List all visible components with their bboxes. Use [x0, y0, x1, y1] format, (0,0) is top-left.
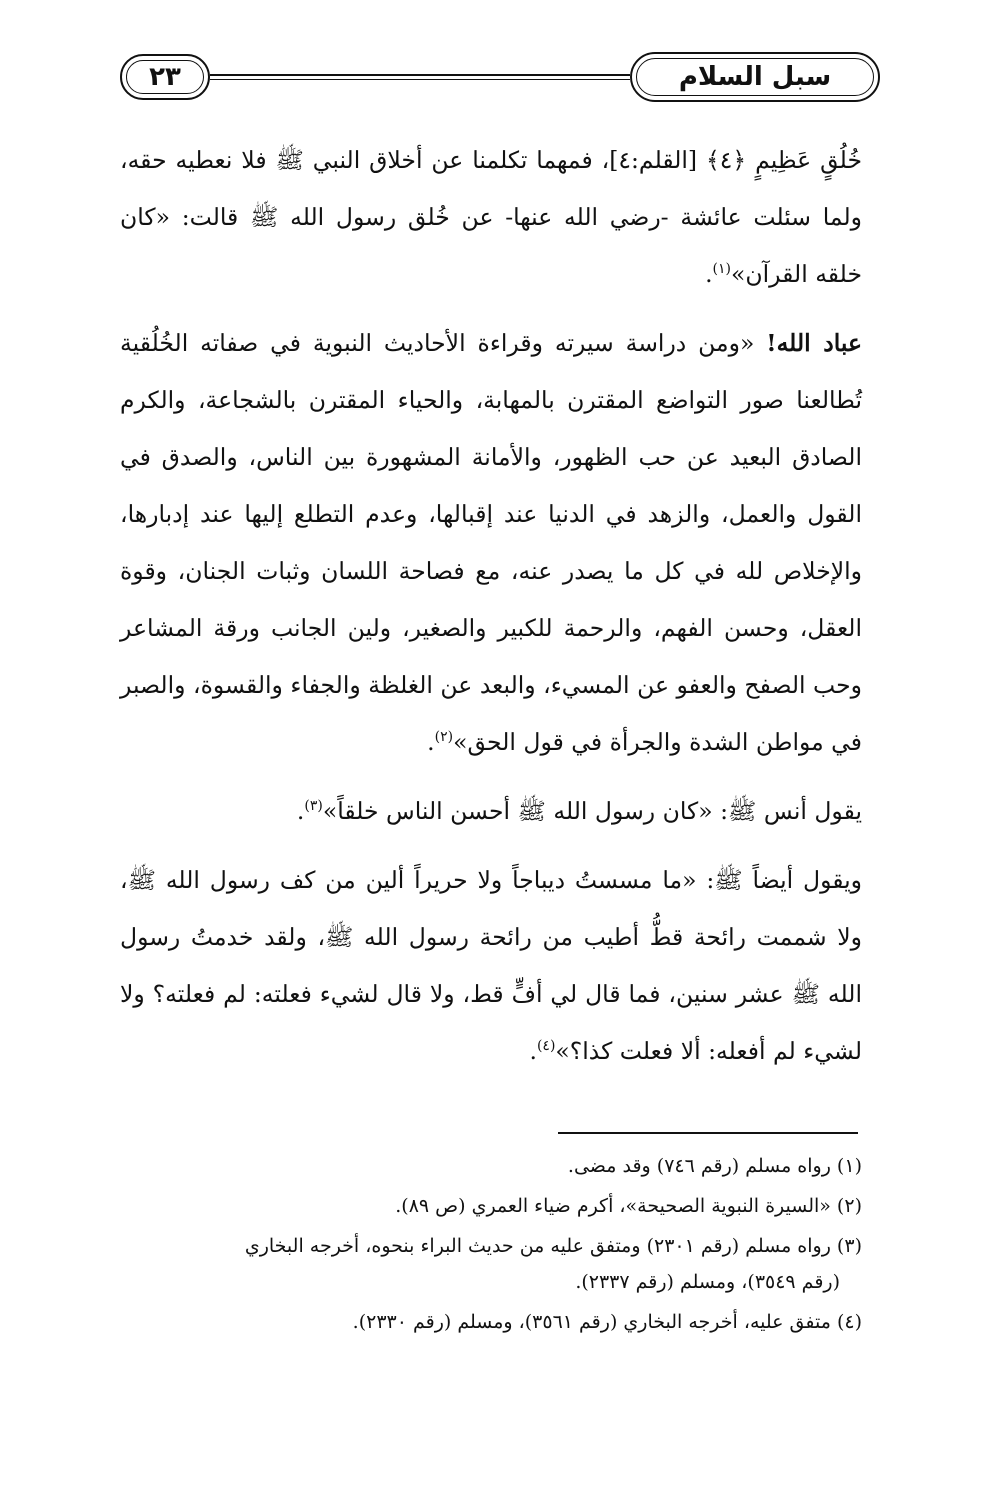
paragraph-4: ويقول أيضاً ﷺ: «ما مسستُ ديباجاً ولا حريراً ألين من كف رسول الله ﷺ، ولا شممت رائحة قطُّ أطيب من رائحة رسول الله ﷺ، ولقد خدمتُ رسول الله ﷺ عشر سنين، فما قال لي أفٍّ قط، ولا قال لشيء فعلته: لم فعلته؟ ولا لشيء لم أفعله: ألا فعلت كذا؟»$^{(٤)}$.	[120, 866, 862, 1065]
page-title: سبل السلام	[678, 62, 832, 92]
footnote-1: (١) رواه مسلم (رقم ٧٤٦) وقد مضى.	[567, 1155, 862, 1177]
page-header	[120, 48, 880, 108]
footnote-3	[120, 1228, 862, 1300]
footnotes	[120, 1148, 862, 1344]
footnote-continuation: (رقم ٣٥٤٩)، ومسلم (رقم ٢٣٣٧).	[575, 1271, 840, 1293]
page-number: ٢٣	[149, 62, 181, 92]
paragraph-text: يقول أنس ﷺ: «كان رسول الله ﷺ أحسن الناس خلقاً»	[322, 797, 862, 825]
paragraph-1: خُلُقٍ عَظِيمٍ ﴿٤﴾ [القلم:٤]، فمهما تكلمنا عن أخلاق النبي ﷺ فلا نعطيه حقه، ولما سئلت عائشة -رضي الله عنها- عن خُلق رسول الله ﷺ قالت: «كان خلقه القرآن»$^{(١)}$.	[120, 146, 862, 288]
header-rule	[210, 79, 630, 80]
paragraph-lead: عباد الله!	[766, 329, 862, 357]
footnote-ref: (١)	[712, 261, 732, 278]
header-rule	[210, 74, 630, 76]
page-number-frame	[120, 54, 210, 100]
footnote-ref: (٤)	[536, 1038, 556, 1055]
paragraph-text: ويقول أيضاً ﷺ: «ما مسستُ ديباجاً ولا حريراً ألين من كف رسول الله ﷺ، ولا شممت رائحة قطُّ أطيب من رائحة رسول الله ﷺ، ولقد خدمتُ رسول الله ﷺ عشر سنين، فما قال لي أفٍّ قط، ولا قال لشيء فعلته: لم فعلته؟ ولا لشيء لم أفعله: ألا فعلت كذا؟»	[120, 866, 862, 1065]
paragraph-text: خُلُقٍ عَظِيمٍ ﴿٤﴾ [القلم:٤]، فمهما تكلمنا عن أخلاق النبي ﷺ فلا نعطيه حقه، ولما سئلت عائشة -رضي الله عنها- عن خُلق رسول الله ﷺ قالت: «كان خلقه القرآن»	[120, 146, 862, 288]
footnote-2: (٢) «السيرة النبوية الصحيحة»، أكرم ضياء العمري (ص ٨٩).	[395, 1195, 862, 1217]
paragraph-2: عباد الله! «ومن دراسة سيرته وقراءة الأحاديث النبوية في صفاته الخُلُقية تُطالعنا صور التواضع المقترن بالمهابة، والحياء المقترن بالشجاعة، والكرم الصادق البعيد عن حب الظهور، والأمانة المشهورة بين الناس، والصدق في القول والعمل، والزهد في الدنيا عند إقبالها، وعدم التطلع إليها عند إدبارها، والإخلاص لله في كل ما يصدر عنه، مع فصاحة اللسان وثبات الجنان، وقوة العقل، وحسن الفهم، والرحمة للكبير والصغير، ولين الجانب ورقة المشاعر وحب الصفح والعفو عن المسيء، والبعد عن الغلظة والجفاء والقسوة، والصبر في مواطن الشدة والجرأة في قول الحق»$^{(٢)}$.	[120, 329, 862, 756]
footnote-4: (٤) متفق عليه، أخرجه البخاري (رقم ٣٥٦١)، ومسلم (رقم ٢٣٣٠).	[352, 1311, 862, 1333]
footnote-divider	[558, 1132, 858, 1134]
body-text	[120, 132, 862, 1092]
paragraph-3: يقول أنس ﷺ: «كان رسول الله ﷺ أحسن الناس خلقاً»$^{(٣)}$.	[296, 797, 862, 825]
footnote-text: (٣) رواه مسلم (رقم ٢٣٠١) ومتفق عليه من حديث البراء بنحوه، أخرجه البخاري	[244, 1235, 862, 1257]
paragraph-text: «ومن دراسة سيرته وقراءة الأحاديث النبوية في صفاته الخُلُقية تُطالعنا صور التواضع المقترن بالمهابة، والحياء المقترن بالشجاعة، والكرم الصادق البعيد عن حب الظهور، والأمانة المشهورة بين الناس، والصدق في القول والعمل، والزهد في الدنيا عند إقبالها، وعدم التطلع إليها عند إدبارها، والإخلاص لله في كل ما يصدر عنه، مع فصاحة اللسان وثبات الجنان، وقوة العقل، وحسن الفهم، والرحمة للكبير والصغير، ولين الجانب ورقة المشاعر وحب الصفح والعفو عن المسيء، والبعد عن الغلظة والجفاء والقسوة، والصبر في مواطن الشدة والجرأة في قول الحق»	[120, 329, 862, 756]
title-frame	[630, 52, 880, 102]
footnote-ref: (٢)	[434, 729, 454, 746]
footnote-ref: (٣)	[304, 798, 323, 815]
